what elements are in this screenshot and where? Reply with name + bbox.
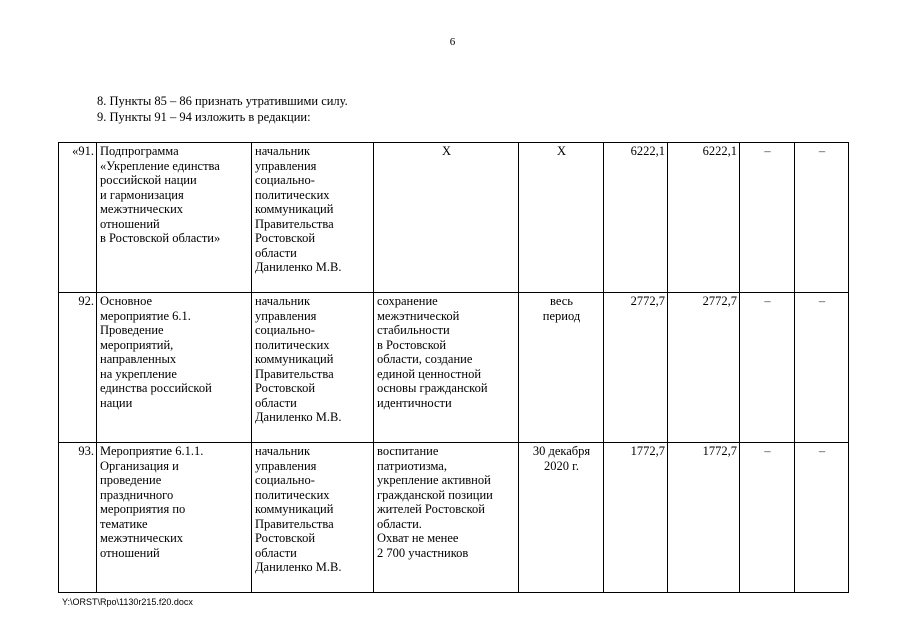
text-line: начальник (255, 144, 311, 158)
text-line: направленных (100, 352, 177, 366)
text-line: период (542, 308, 581, 323)
regional-budget: 6222,1 (668, 143, 740, 293)
text-line: X (441, 144, 452, 158)
text-line: Проведение (100, 323, 164, 337)
text-line: межэтнических (100, 531, 184, 545)
deadline (519, 443, 604, 593)
activity-name (97, 143, 252, 293)
text-line: единства российской (100, 381, 212, 395)
extra-budget: – (795, 293, 849, 443)
text-line: межэтнической (377, 308, 460, 323)
text-line: политических (255, 187, 330, 202)
text-line: «Укрепление единства (100, 158, 220, 173)
text-line: начальник (255, 294, 311, 308)
page-number: 6 (449, 36, 456, 48)
text-line: мероприятие 6.1. (100, 308, 191, 323)
table-row (59, 443, 849, 593)
text-line: гражданской позиции (377, 487, 493, 502)
text-line: области (255, 245, 297, 260)
text-line: 2 700 участников (377, 545, 469, 560)
text-line: единой ценностной (377, 366, 482, 381)
text-line: сохранение (377, 294, 438, 308)
text-line: области (255, 545, 297, 560)
text-line: российской нации (100, 173, 197, 187)
text-line: весь (550, 294, 573, 308)
row-number: 92. (59, 293, 97, 443)
text-line: политических (255, 487, 330, 502)
text-line: Ростовской (255, 381, 316, 395)
text-line: в Ростовской области» (100, 231, 221, 245)
text-line: на укрепление (100, 366, 177, 381)
text-line: Ростовской (255, 531, 316, 545)
text-line: отношений (100, 545, 160, 560)
regional-budget: 2772,7 (668, 293, 740, 443)
table-row (59, 293, 849, 443)
row-number: 93. (59, 443, 97, 593)
text-line: 30 декабря (532, 444, 591, 458)
text-line: межэтнических (100, 202, 184, 216)
text-line: Правительства (255, 216, 334, 231)
expected-result (374, 143, 519, 293)
text-line: коммуникаций (255, 202, 334, 216)
text-line: Организация и (100, 458, 179, 473)
text-line: Основное (100, 294, 153, 308)
text-line: Подпрограмма (100, 144, 179, 158)
regional-budget: 1772,7 (668, 443, 740, 593)
text-line: политических (255, 337, 330, 352)
deadline (519, 293, 604, 443)
text-line: области, создание (377, 352, 473, 366)
text-line: X (556, 144, 567, 158)
text-line: коммуникаций (255, 502, 334, 516)
text-line: начальник (255, 444, 311, 458)
text-line: отношений (100, 216, 160, 231)
activity-name (97, 443, 252, 593)
text-line: Охват не менее (377, 531, 459, 545)
text-line: управления (255, 158, 317, 173)
responsible-person (252, 293, 374, 443)
text-line: проведение (100, 473, 162, 487)
text-line: идентичности (377, 395, 452, 410)
text-line: 2020 г. (544, 458, 579, 473)
text-line: коммуникаций (255, 352, 334, 366)
row-number: «91. (59, 143, 97, 293)
file-path-footer: Y:\ORST\Rpo\1130r215.f20.docx (62, 597, 193, 607)
text-line: управления (255, 308, 317, 323)
text-line: стабильности (377, 323, 450, 337)
total-amount: 6222,1 (604, 143, 668, 293)
text-line: Правительства (255, 366, 334, 381)
instruction-line: 9. Пункты 91 – 94 изложить в редакции: (97, 110, 311, 124)
text-line: области (255, 395, 297, 410)
text-line: социально- (255, 173, 315, 187)
expected-result (374, 293, 519, 443)
activity-name (97, 293, 252, 443)
federal-budget: – (740, 143, 795, 293)
text-line: мероприятия по (100, 502, 186, 516)
text-line: Даниленко М.В. (255, 560, 342, 574)
text-line: тематике (100, 516, 148, 531)
text-line: социально- (255, 323, 315, 337)
text-line: мероприятий, (100, 337, 174, 352)
responsible-person (252, 443, 374, 593)
text-line: укрепление активной (377, 473, 491, 487)
text-line: области. (377, 516, 422, 531)
extra-budget: – (795, 143, 849, 293)
text-line: Даниленко М.В. (255, 260, 342, 274)
text-line: основы гражданской (377, 381, 488, 395)
text-line: управления (255, 458, 317, 473)
text-line: социально- (255, 473, 315, 487)
total-amount: 2772,7 (604, 293, 668, 443)
extra-budget: – (795, 443, 849, 593)
responsible-person (252, 143, 374, 293)
program-table (58, 142, 849, 593)
table-row (59, 143, 849, 293)
text-line: Правительства (255, 516, 334, 531)
text-line: Мероприятие 6.1.1. (100, 444, 204, 458)
text-line: патриотизма, (377, 458, 447, 473)
total-amount: 1772,7 (604, 443, 668, 593)
federal-budget: – (740, 443, 795, 593)
text-line: нации (100, 395, 133, 410)
text-line: Даниленко М.В. (255, 410, 342, 424)
text-line: жителей Ростовской (377, 502, 485, 516)
text-line: и гармонизация (100, 187, 184, 202)
deadline (519, 143, 604, 293)
text-line: Ростовской (255, 231, 316, 245)
text-line: в Ростовской (377, 337, 447, 352)
expected-result (374, 443, 519, 593)
instruction-line: 8. Пункты 85 – 86 признать утратившими силу. (97, 94, 348, 108)
text-line: праздничного (100, 487, 174, 502)
federal-budget: – (740, 293, 795, 443)
text-line: воспитание (377, 444, 439, 458)
